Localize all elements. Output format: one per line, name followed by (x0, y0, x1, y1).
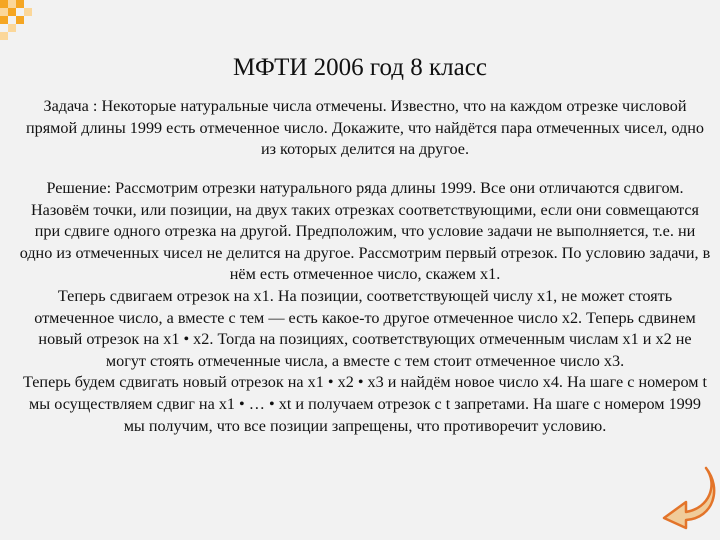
solution-text (18, 178, 712, 437)
solution-paragraph-1: Решение: Рассмотрим отрезки натурального ряда длины 1999. Все они отличаются сдвигом. Назовём точки, или позиции, на двух таких отрезках соответствующими, если они совмещаются при сдвиге одного отрезка на другой. Предположим, что условие задачи не выполняется, т.е. ни одно из отмеченных чисел не делится на другое. Рассмотрим первый отрезок. По условию задачи, в нём есть отмеченное число, скажем x1. (19, 179, 711, 284)
corner-squares-decoration (0, 0, 40, 40)
solution-paragraph-2: Теперь сдвигаем отрезок на x1. На позиции, соответствующей числу x1, не может стоять отмеченное число, а вместе с тем — есть какое-то другое отмеченное число x2. Теперь сдвинем новый отрезок на x1 • x2. Тогда на позициях, соответствующих отмеченным числам x1 и x2 не могут стоять отмеченные числа, а вместе с тем стоит отмеченное число x3. (34, 286, 696, 370)
problem-statement: Задача : Некоторые натуральные числа отмечены. Известно, что на каждом отрезке числовой прямой длины 1999 есть отмеченное число. Докажите, что найдётся пара отмеченных чисел, одно из которых делится на другое. (25, 97, 705, 159)
slide-title: МФТИ 2006 год 8 класс (233, 54, 487, 81)
solution-paragraph-3: Теперь будем сдвигать новый отрезок на x1 • x2 • x3 и найдём новое число x4. На шаге с номером t мы осуществляем сдвиг на x1 • … • xt и получаем отрезок с t запретами. На шаге с номером 1999 мы получим, что все позиции запрещены, что противоречит условию. (22, 373, 708, 435)
curved-return-arrow-icon[interactable] (656, 462, 716, 530)
